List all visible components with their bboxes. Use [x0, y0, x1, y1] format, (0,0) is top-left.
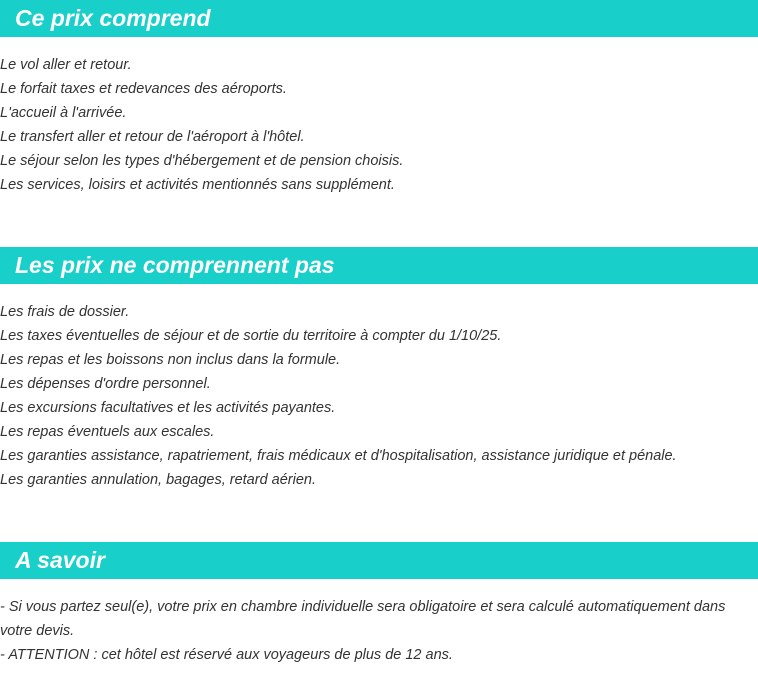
list-item: - Si vous partez seul(e), votre prix en chambre individuelle sera obligatoire et sera calculé automatiquement dans votre devis.: [0, 599, 726, 639]
section-header-good-to-know: A savoir: [0, 542, 758, 579]
list-item: Le vol aller et retour.: [0, 57, 132, 73]
list-item: Le transfert aller et retour de l'aéroport à l'hôtel.: [0, 129, 305, 145]
list-item: Les dépenses d'ordre personnel.: [0, 376, 211, 392]
not-included-list: [0, 300, 758, 492]
list-item: Les repas éventuels aux escales.: [0, 424, 215, 440]
list-item: Les garanties annulation, bagages, retard aérien.: [0, 472, 316, 488]
list-item: Les garanties assistance, rapatriement, frais médicaux et d'hospitalisation, assistance juridique et pénale.: [0, 448, 677, 464]
list-item: Les excursions facultatives et les activités payantes.: [0, 400, 336, 416]
included-list: [0, 53, 758, 197]
section-header-included: Ce prix comprend: [0, 0, 758, 37]
good-to-know-list: [0, 595, 758, 667]
list-item: - ATTENTION : cet hôtel est réservé aux voyageurs de plus de 12 ans.: [0, 647, 453, 663]
list-item: Les repas et les boissons non inclus dans la formule.: [0, 352, 341, 368]
list-item: Les taxes éventuelles de séjour et de sortie du territoire à compter du 1/10/25.: [0, 328, 502, 344]
list-item: Le forfait taxes et redevances des aéroports.: [0, 81, 287, 97]
list-item: L'accueil à l'arrivée.: [0, 105, 127, 121]
list-item: Les services, loisirs et activités mentionnés sans supplément.: [0, 177, 395, 193]
list-item: Le séjour selon les types d'hébergement et de pension choisis.: [0, 153, 404, 169]
section-header-not-included: Les prix ne comprennent pas: [0, 247, 758, 284]
list-item: Les frais de dossier.: [0, 304, 130, 320]
